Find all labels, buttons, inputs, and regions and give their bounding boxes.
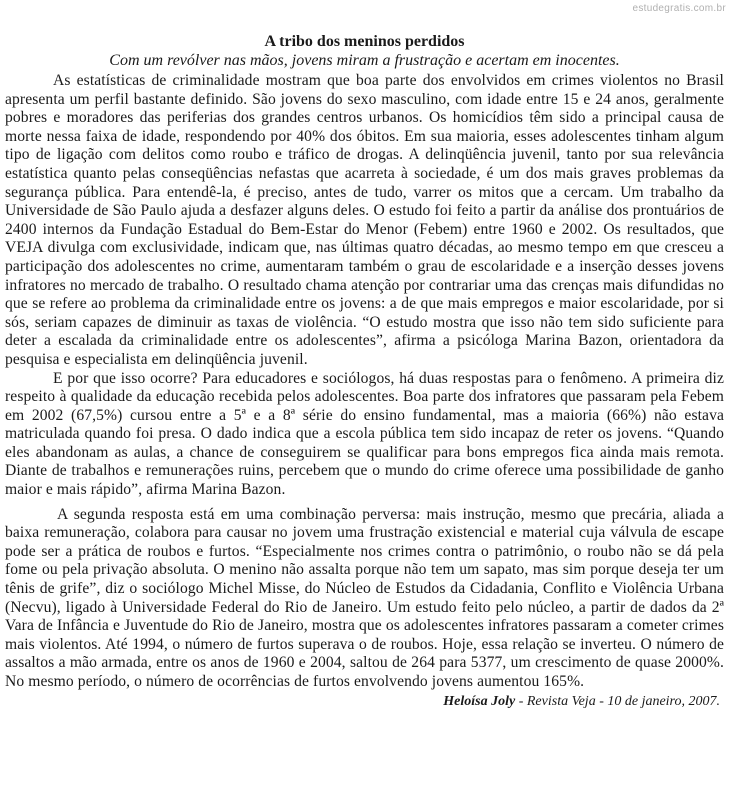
- paragraph-1: As estatísticas de criminalidade mostram que boa parte dos envolvidos em crimes violentos no Brasil apresenta um perfil bastante definido. São jovens do sexo masculino, com idade entre 15 e 24 anos, geralmente pobres e moradores das periferias dos grandes centros urbanos. Os homicídios têm sido a principal causa de morte nessa faixa de idade, respondendo por 40% dos óbitos. Em sua maioria, esses adolescentes tinham algum tipo de ligação com delitos como roubo e tráfico de drogas. A delinqüência juvenil, tanto por sua relevância estatística quanto pelas conseqüências nefastas que acarreta à sociedade, é um dos mais graves problemas da segurança pública. Para entendê-la, é preciso, antes de tudo, varrer os mitos que a cercam. Um trabalho da Universidade de São Paulo ajuda a desfazer alguns deles. O estudo foi feito a partir da análise dos prontuários de 2400 internos da Fundação Estadual do Bem-Estar do Menor (Febem) entre 1960 e 2002. Os resultados, que VEJA divulga com exclusividade, indicam que, nas últimas quatro décadas, ao mesmo tempo em que cresceu a participação dos adolescentes no crime, aumentaram também o grau de escolaridade e a inserção desses jovens infratores no mercado de trabalho. O resultado chama atenção por contrariar uma das crenças mais difundidas no que se refere ao problema da criminalidade entre os jovens: a de que mais empregos e maior escolaridade, por si sós, seriam capazes de diminuir as taxas de violência. “O estudo mostra que isso não tem sido suficiente para deter a escalada da criminalidade entre os adolescentes”, afirma a psicóloga Marina Bazon, orientadora da pesquisa e especialista em delinqüência juvenil.: [5, 72, 724, 368]
- article: [5, 33, 724, 710]
- credit-source: - Revista Veja - 10 de janeiro, 2007.: [515, 693, 720, 709]
- paragraph-2: E por que isso ocorre? Para educadores e sociólogos, há duas respostas para o fenômeno. A primeira diz respeito à qualidade da educação recebida pelos adolescentes. Boa parte dos infratores que passaram pela Febem em 2002 (67,5%) cursou entre a 5ª e a 8ª série do ensino fundamental, mas a maioria (66%) não estava matriculada quando foi presa. O dado indica que a escola pública tem sido incapaz de reter os jovens. “Quando eles abandonam as aulas, a chance de conseguirem se qualificar para bons empregos fica ainda mais remota. Diante de trabalhos e remunerações ruins, percebem que o mundo do crime oferece uma possibilidade de ganho maior e mais rápido”, afirma Marina Bazon.: [5, 369, 724, 499]
- credit-author: Heloísa Joly: [443, 693, 516, 709]
- article-title: A tribo dos meninos perdidos: [264, 33, 465, 50]
- article-subtitle: Com um revólver nas mãos, jovens miram a frustração e acertam em inocentes.: [109, 52, 620, 69]
- watermark: estudegratis.com.br: [632, 3, 726, 14]
- article-credit: [5, 693, 720, 710]
- paragraph-3: A segunda resposta está em uma combinação perversa: mais instrução, mesmo que precária, aliada a baixa remuneração, colabora para causar no jovem uma frustração existencial e material cuja válvula de escape pode ser a prática de roubos e furtos. “Especialmente nos crimes contra o patrimônio, o roubo não se dá pela fome ou pela privação absoluta. O menino não assalta porque não tem um sapato, mas sim porque deseja ter um tênis de grife”, diz o sociólogo Michel Misse, do Núcleo de Estudos da Cidadania, Conflito e Violência Urbana (Necvu), ligado à Universidade Federal do Rio de Janeiro. Um estudo feito pelo núcleo, a partir de dados da 2ª Vara de Infância e Juventude do Rio de Janeiro, mostra que os adolescentes infratores passaram a cometer crimes mais violentos. Até 1994, o número de furtos superava o de roubos. Hoje, essa relação se inverteu. O número de assaltos a mão armada, entre os anos de 1960 e 2004, saltou de 264 para 5377, um crescimento de quase 2000%. No mesmo período, o número de ocorrências de furtos envolvendo jovens aumentou 165%.: [5, 505, 724, 690]
